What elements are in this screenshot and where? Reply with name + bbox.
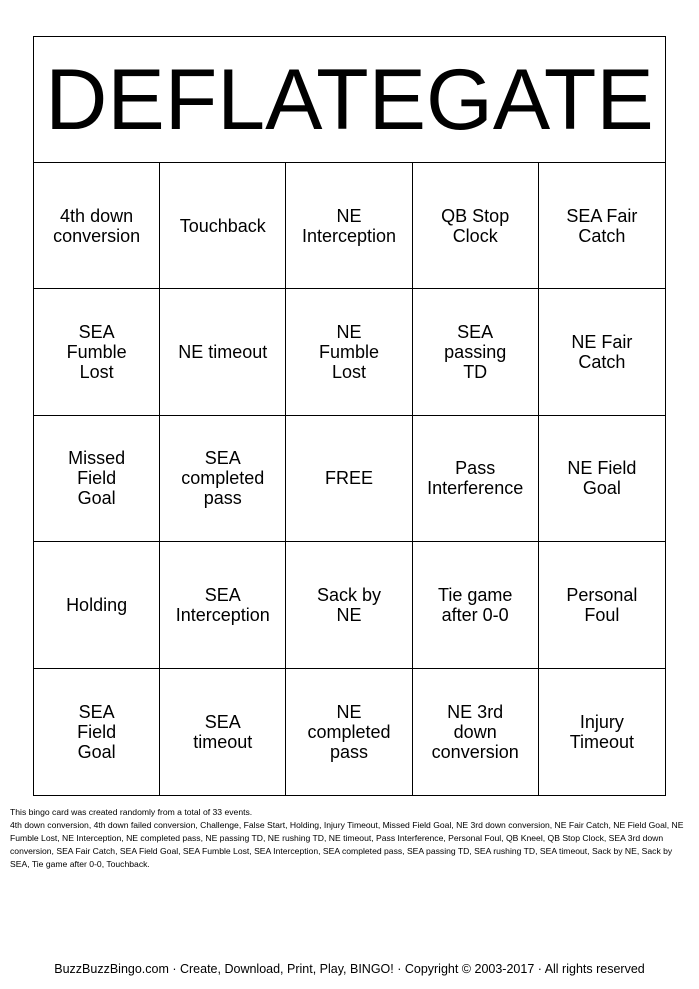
card-info [10,806,690,871]
bingo-cell: NE timeout [160,289,286,415]
free-cell: FREE [286,416,412,542]
bingo-cell: NE Field Goal [539,416,665,542]
bingo-cell: SEA timeout [160,669,286,795]
bingo-cell: Personal Foul [539,542,665,668]
bingo-cell: NE Fair Catch [539,289,665,415]
bingo-cell: Sack by NE [286,542,412,668]
card-title: DEFLATEGATE [34,37,665,163]
card-info-summary: This bingo card was created randomly from a total of 33 events. [10,807,253,817]
card-info-events: 4th down conversion, 4th down failed conversion, Challenge, False Start, Holding, Injury Timeout, Missed Field Goal, NE 3rd down conversion, NE Fair Catch, NE Field Goal, NE Fumble Lost, NE Interception, NE completed pass, NE passing TD, NE rushing TD, NE timeout, Pass Interference, Personal Foul, QB Kneel, QB Stop Clock, SEA 3rd down conversion, SEA Fair Catch, SEA Field Goal, SEA Fumble Lost, SEA Interception, SEA completed pass, SEA passing TD, SEA rushing TD, SEA timeout, Sack by NE, Sack by SEA, Tie game after 0-0, Touchback. [10,820,684,869]
bingo-cell: Injury Timeout [569,711,635,752]
bingo-cell: SEA completed pass [160,416,286,542]
bingo-grid [34,163,665,795]
bingo-cell: NE Fumble Lost [286,289,412,415]
bingo-cell: Pass Interference [413,416,539,542]
bingo-cell: Missed Field Goal [34,416,160,542]
bingo-cell: SEA Fumble Lost [34,289,160,415]
bingo-cell: 4th down conversion [34,163,160,289]
bingo-cell: NE Interception [286,163,412,289]
bingo-card [33,36,666,796]
bingo-cell: SEA Interception [160,542,286,668]
bingo-cell: NE 3rd down conversion [413,669,539,795]
bingo-cell: SEA passing TD [413,289,539,415]
bingo-cell: SEA Fair Catch [539,163,665,289]
bingo-cell: Tie game after 0-0 [413,542,539,668]
bingo-cell: NE completed pass [286,669,412,795]
bingo-cell: SEA Field Goal [34,669,160,795]
bingo-cell: Touchback [160,163,286,289]
bingo-cell: Holding [34,542,160,668]
bingo-cell: QB Stop Clock [413,163,539,289]
footer-copyright: BuzzBuzzBingo.com · Create, Download, Print, Play, BINGO! · Copyright © 2003-2017 · All rights reserved [54,962,645,976]
